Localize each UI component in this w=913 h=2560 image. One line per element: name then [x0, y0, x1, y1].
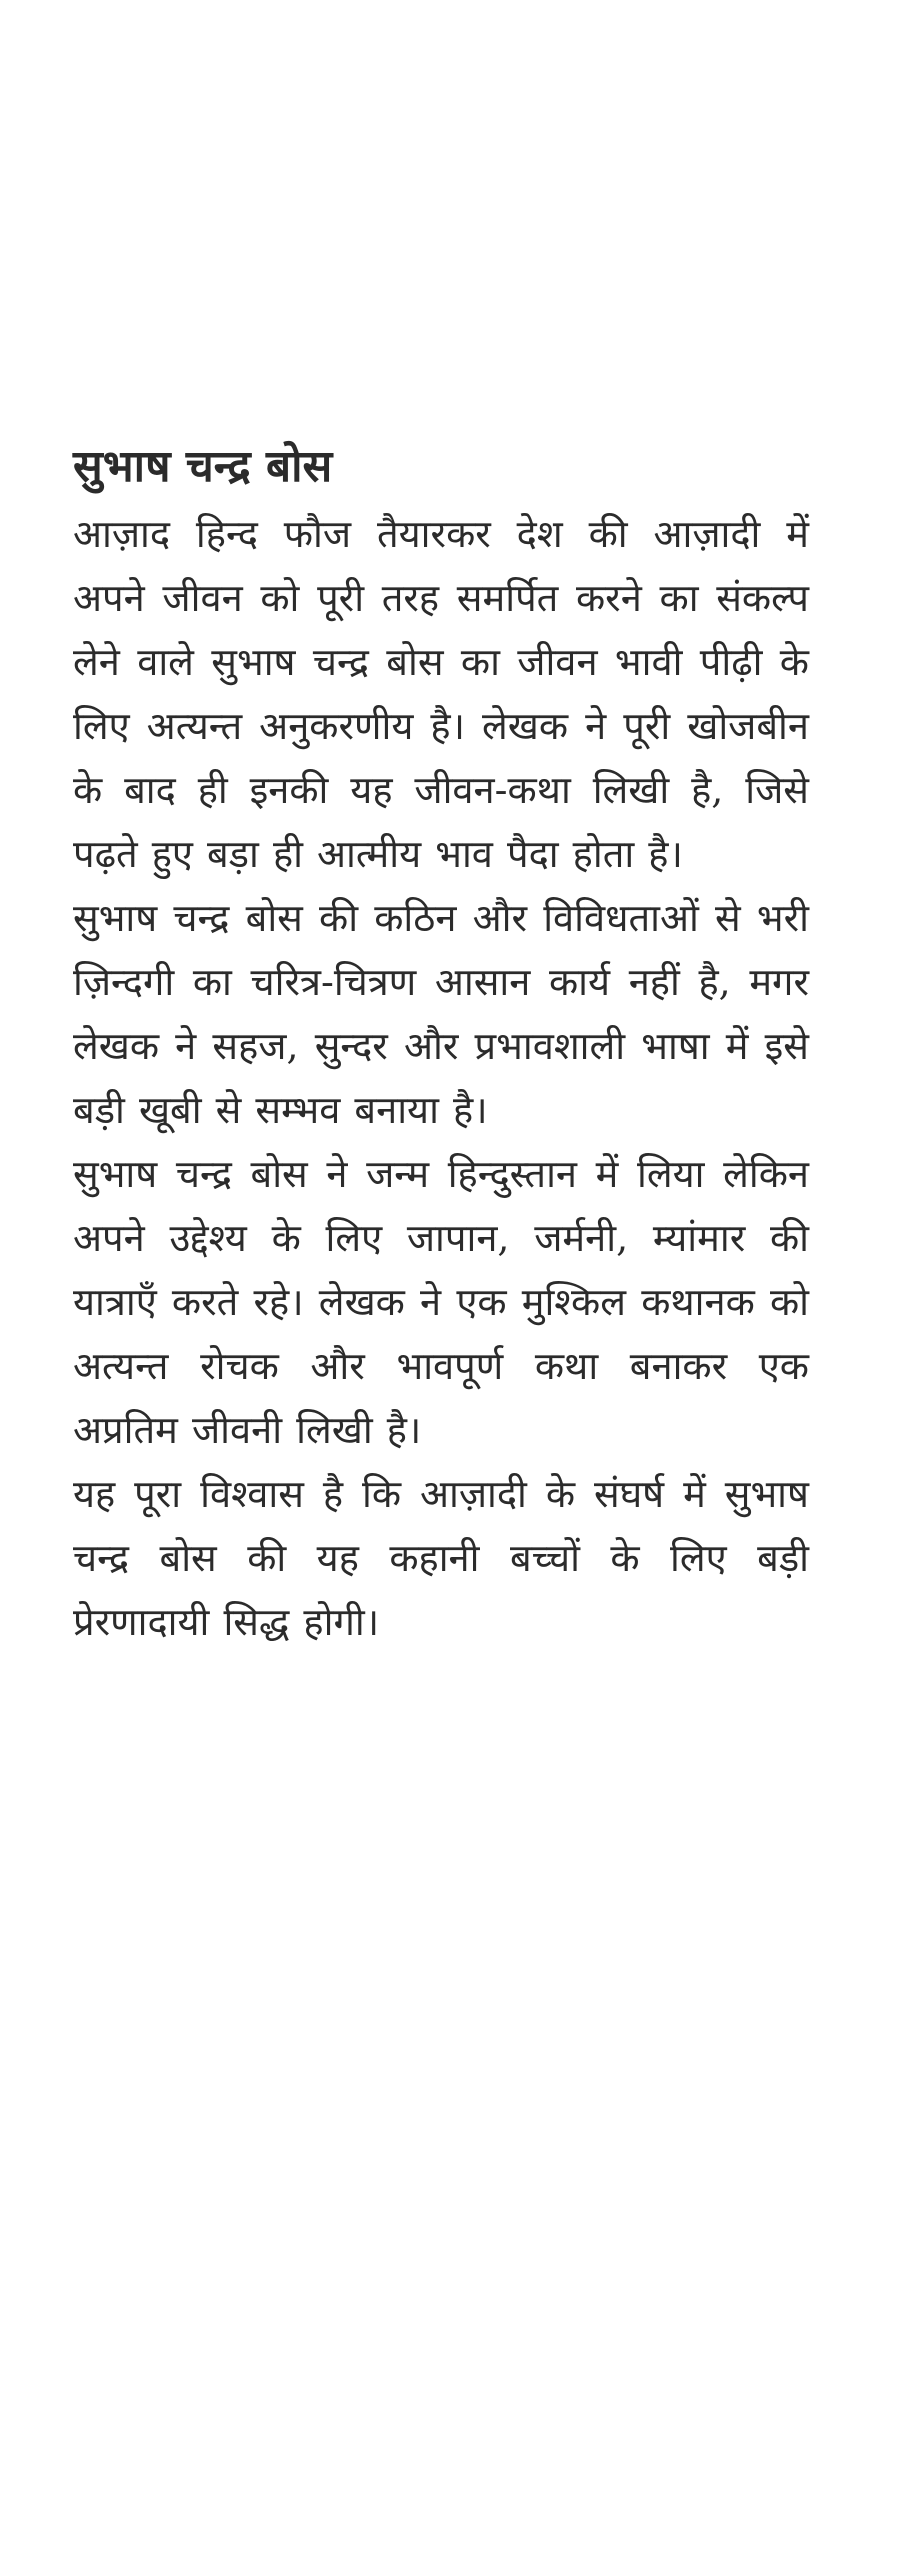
paragraph-inspiration: यह पूरा विश्वास है कि आज़ादी के संघर्ष में सुभाष चन्द्र बोस की यह कहानी बच्चों के लिए बड़ी प्रेरणादायी सिद्ध होगी। [73, 1472, 809, 1644]
blurb-section [73, 438, 809, 1654]
paragraph-intro: आज़ाद हिन्द फौज तैयारकर देश की आज़ादी में अपने जीवन को पूरी तरह समर्पित करने का संकल्प लेने वाले सुभाष चन्द्र बोस का जीवन भावी पीढ़ी के लिए अत्यन्त अनुकरणीय है। लेखक ने पूरी खोजबीन के बाद ही इनकी यह जीवन-कथा लिखी है, जिसे पढ़ते हुए बड़ा ही आत्मीय भाव पैदा होता है। [73, 512, 809, 876]
paragraph-character: सुभाष चन्द्र बोस की कठिन और विविधताओं से भरी ज़िन्दगी का चरित्र-चित्रण आसान कार्य नहीं है, मगर लेखक ने सहज, सुन्दर और प्रभावशाली भाषा में इसे बड़ी खूबी से सम्भव बनाया है। [73, 896, 809, 1132]
paragraph-journeys: सुभाष चन्द्र बोस ने जन्म हिन्दुस्तान में लिया लेकिन अपने उद्देश्य के लिए जापान, जर्मनी, म्यांमार की यात्राएँ करते रहे। लेखक ने एक मुश्किल कथानक को अत्यन्त रोचक और भावपूर्ण कथा बनाकर एक अप्रतिम जीवनी लिखी है। [73, 1152, 809, 1452]
page-title: सुभाष चन्द्र बोस [73, 441, 333, 492]
